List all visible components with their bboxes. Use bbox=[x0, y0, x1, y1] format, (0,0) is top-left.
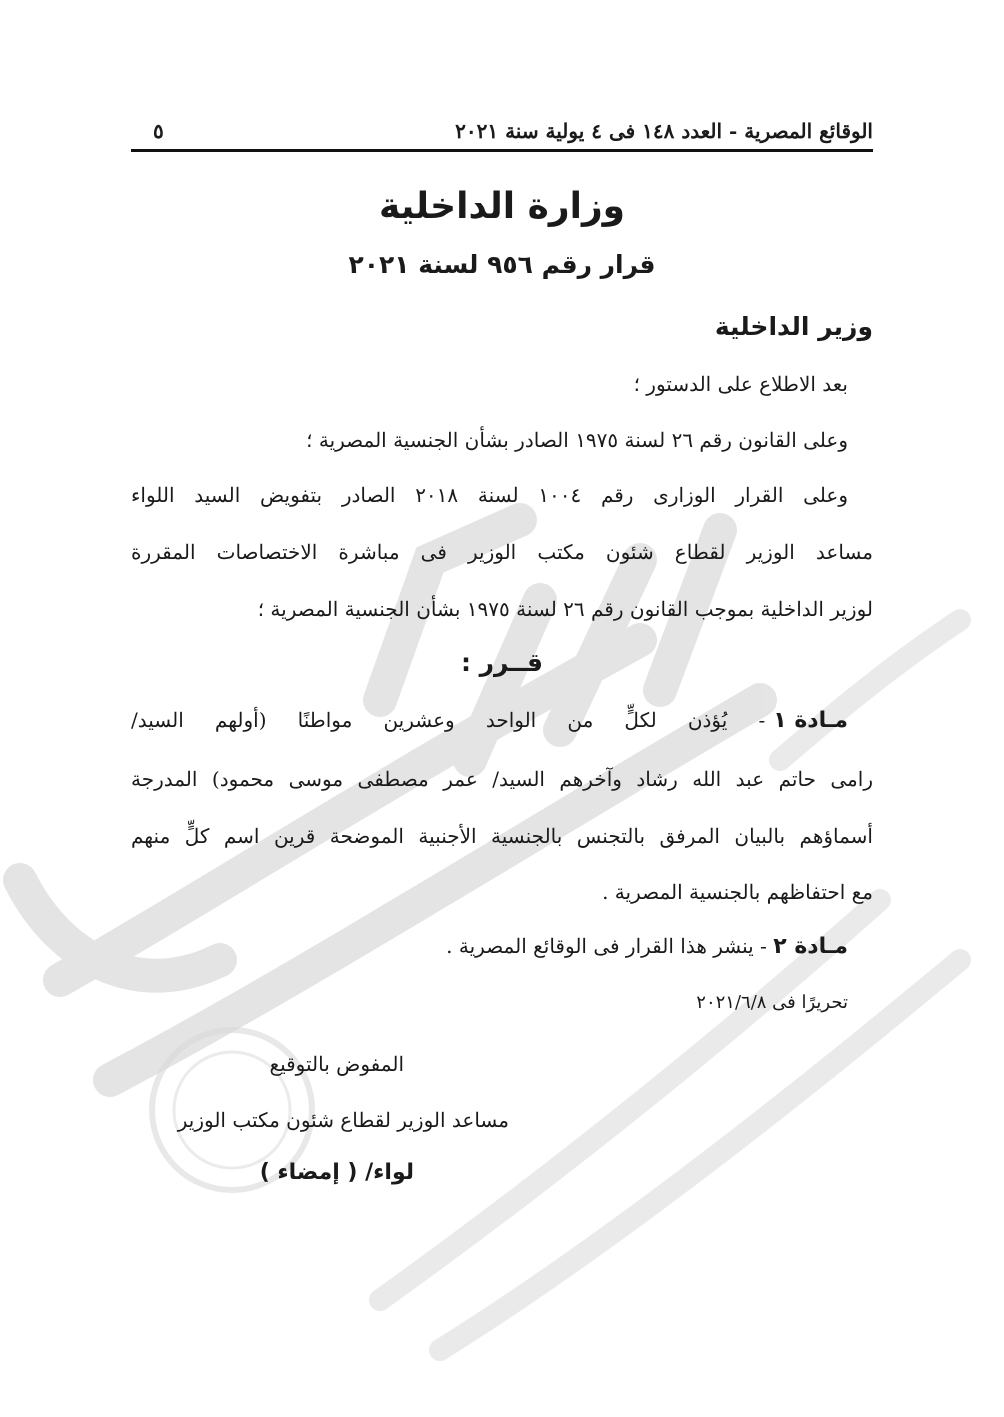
preamble-line-2: وعلى القانون رقم ٢٦ لسنة ١٩٧٥ الصادر بشأن الجنسية المصرية ؛ bbox=[306, 428, 848, 452]
page-header bbox=[131, 112, 873, 152]
signature-rank: لواء/ ( إمضاء ) bbox=[259, 1160, 414, 1185]
article-2-text: - ينشر هذا القرار فى الوقائع المصرية . bbox=[446, 934, 767, 958]
article-1-line-3: أسماؤهم بالبيان المرفق بالتجنس بالجنسية الأجنبية الموضحة قرين اسم كلٍّ منهم bbox=[131, 824, 873, 848]
decided-heading: قــرر : bbox=[460, 648, 544, 677]
page-number: ٥ bbox=[153, 119, 164, 143]
preamble-line-1: بعد الاطلاع على الدستور ؛ bbox=[633, 372, 848, 396]
date-line: تحريرًا فى ٢٠٢١/٦/٨ bbox=[696, 992, 848, 1013]
article-1-label: مـادة ١ bbox=[773, 708, 848, 733]
signature-role: مساعد الوزير لقطاع شئون مكتب الوزير bbox=[177, 1108, 509, 1132]
preamble-line-4: مساعد الوزير لقطاع شئون مكتب الوزير فى مباشرة الاختصاصات المقررة bbox=[131, 540, 874, 564]
article-1-line-2: رامى حاتم عبد الله رشاد وآخرهم السيد/ عمر مصطفى موسى محمود) المدرجة bbox=[131, 767, 873, 791]
preamble-line-3: وعلى القرار الوزارى رقم ١٠٠٤ لسنة ٢٠١٨ الصادر بتفويض السيد اللواء bbox=[131, 483, 848, 507]
minister-label: وزير الداخلية bbox=[714, 312, 873, 341]
decree-title: قرار رقم ٩٥٦ لسنة ٢٠٢١ bbox=[348, 250, 656, 279]
article-1-line-4: مع احتفاظهم بالجنسية المصرية . bbox=[602, 880, 873, 904]
header-title: الوقائع المصرية - العدد ١٤٨ فى ٤ يولية سنة ٢٠٢١ bbox=[455, 119, 873, 143]
article-2 bbox=[446, 934, 848, 959]
article-1-first-line bbox=[131, 708, 848, 733]
signature-delegated: المفوض بالتوقيع bbox=[269, 1052, 404, 1076]
preamble-line-5: لوزير الداخلية بموجب القانون رقم ٢٦ لسنة ١٩٧٥ بشأن الجنسية المصرية ؛ bbox=[257, 597, 873, 621]
article-1-line-1: - يُؤذن لكلٍّ من الواحد وعشرين مواطنًا (أولهم السيد/ bbox=[131, 708, 766, 732]
article-2-label: مـادة ٢ bbox=[773, 934, 848, 959]
ministry-title: وزارة الداخلية bbox=[378, 186, 626, 227]
